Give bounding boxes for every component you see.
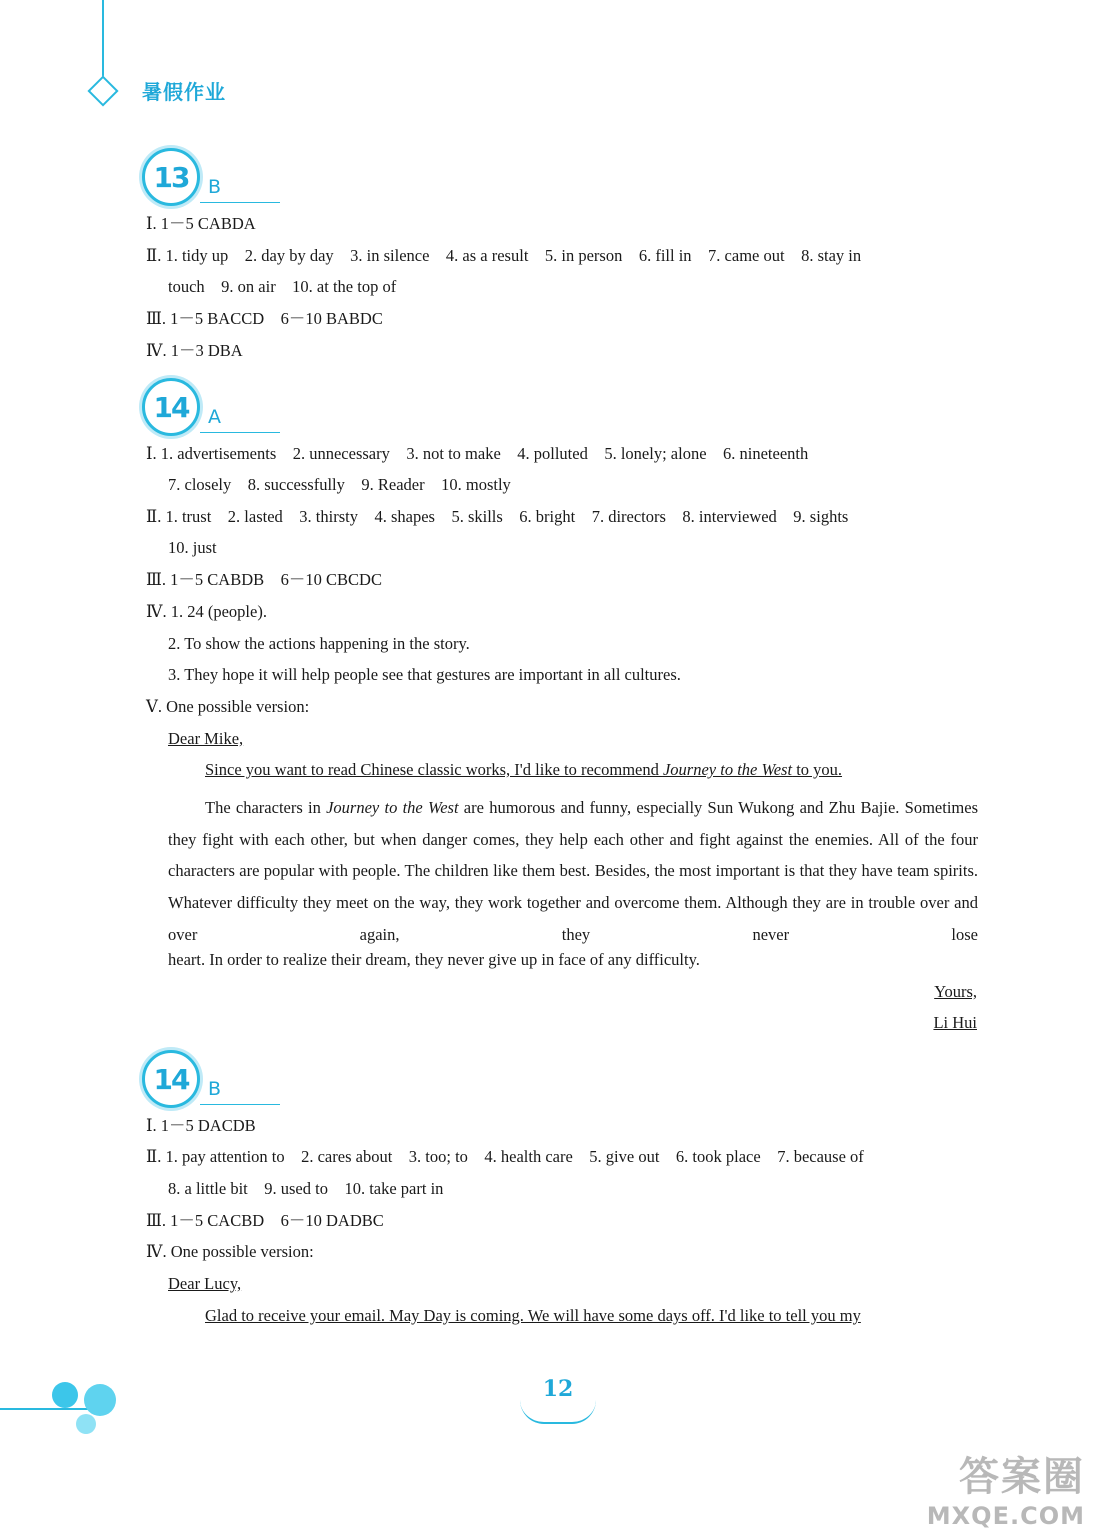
answer-line: 8. a little bit 9. used to 10. take part in: [168, 1179, 444, 1198]
section-number: 13: [142, 148, 200, 206]
answer-line: 10. just: [168, 538, 217, 557]
answer-line: Ⅳ. 1. 24 (people).: [146, 602, 267, 621]
answer-line: 7. closely 8. successfully 9. Reader 10. mostly: [168, 475, 511, 494]
letter-body-last: heart. In order to realize their dream, they never give up in face of any difficulty.: [168, 950, 700, 969]
bubble-icon: [84, 1384, 116, 1416]
answer-line: Ⅰ. 1－5 CABDA: [146, 214, 256, 233]
letter-opening: Glad to receive your email. May Day is coming. We will have some days off. I'd like to tell you my: [205, 1306, 861, 1325]
divider: [200, 1104, 280, 1105]
answer-line: 3. They hope it will help people see that gestures are important in all cultures.: [168, 665, 681, 684]
letter-body: The characters in Journey to the West are humorous and funny, especially Sun Wukong and Zhu Bajie. Sometimes they fight with each other, but when danger comes, they help each other and fight against the enemies. All of the four characters are popular with people. The children like them best. Besides, the most important is that they have team spirits. Whatever difficulty they meet on the way, they work together and overcome them. Although they are in trouble over and over again, they never lose: [168, 798, 979, 944]
answer-line: Ⅱ. 1. trust 2. lasted 3. thirsty 4. shapes 5. skills 6. bright 7. directors 8. interviewed 9. sights: [146, 507, 849, 526]
bubble-icon: [52, 1382, 78, 1408]
section-letter: B: [208, 1078, 222, 1100]
answer-line: Ⅳ. One possible version:: [146, 1242, 314, 1261]
section-badge-14b: [142, 1050, 382, 1112]
page-number: 12: [542, 1376, 574, 1402]
book-title: Journey to the West: [662, 760, 793, 779]
section-letter: B: [208, 176, 222, 198]
answer-line: 2. To show the actions happening in the story.: [168, 634, 470, 653]
letter-greeting: Dear Lucy,: [168, 1274, 242, 1293]
answer-line: Ⅰ. 1－5 DACDB: [146, 1116, 256, 1135]
header-rule: [102, 0, 104, 78]
diamond-icon: [87, 75, 118, 106]
letter-opening: Since you want to read Chinese classic works, I'd like to recommend Journey to the West to you.: [205, 760, 843, 779]
watermark: 答案圈 MXQE.COM: [926, 1454, 1085, 1530]
answer-line: touch 9. on air 10. at the top of: [168, 277, 397, 296]
answer-line: Ⅱ. 1. tidy up 2. day by day 3. in silence 4. as a result 5. in person 6. fill in 7. came out 8. stay in: [146, 246, 862, 265]
bubble-icon: [76, 1414, 96, 1434]
page-number-decoration: [520, 1400, 596, 1424]
section-badge-14a: [142, 378, 382, 440]
answer-line: Ⅲ. 1－5 BACCD 6－10 BABDC: [146, 309, 383, 328]
section-letter: A: [208, 406, 221, 428]
section-badge-13b: [142, 148, 382, 210]
letter-closing: Yours,: [934, 982, 977, 1001]
answer-line: Ⅲ. 1－5 CACBD 6－10 DADBC: [146, 1211, 384, 1230]
divider: [200, 202, 280, 203]
book-title: Journey to the West: [326, 798, 459, 817]
section-number: 14: [142, 1050, 200, 1108]
answer-line: Ⅰ. 1. advertisements 2. unnecessary 3. not to make 4. polluted 5. lonely; alone 6. nineteenth: [146, 444, 809, 463]
page-header-title: 暑假作业: [142, 80, 226, 104]
answer-line: Ⅱ. 1. pay attention to 2. cares about 3. too; to 4. health care 5. give out 6. took place 7. because of: [146, 1147, 864, 1166]
letter-signature: Li Hui: [933, 1013, 977, 1032]
footer-decoration: [0, 1408, 90, 1410]
divider: [200, 432, 280, 433]
answer-line: Ⅳ. 1－3 DBA: [146, 341, 243, 360]
answer-line: Ⅲ. 1－5 CABDB 6－10 CBCDC: [146, 570, 382, 589]
answer-line: Ⅴ. One possible version:: [146, 697, 310, 716]
letter-greeting: Dear Mike,: [168, 729, 244, 748]
section-number: 14: [142, 378, 200, 436]
